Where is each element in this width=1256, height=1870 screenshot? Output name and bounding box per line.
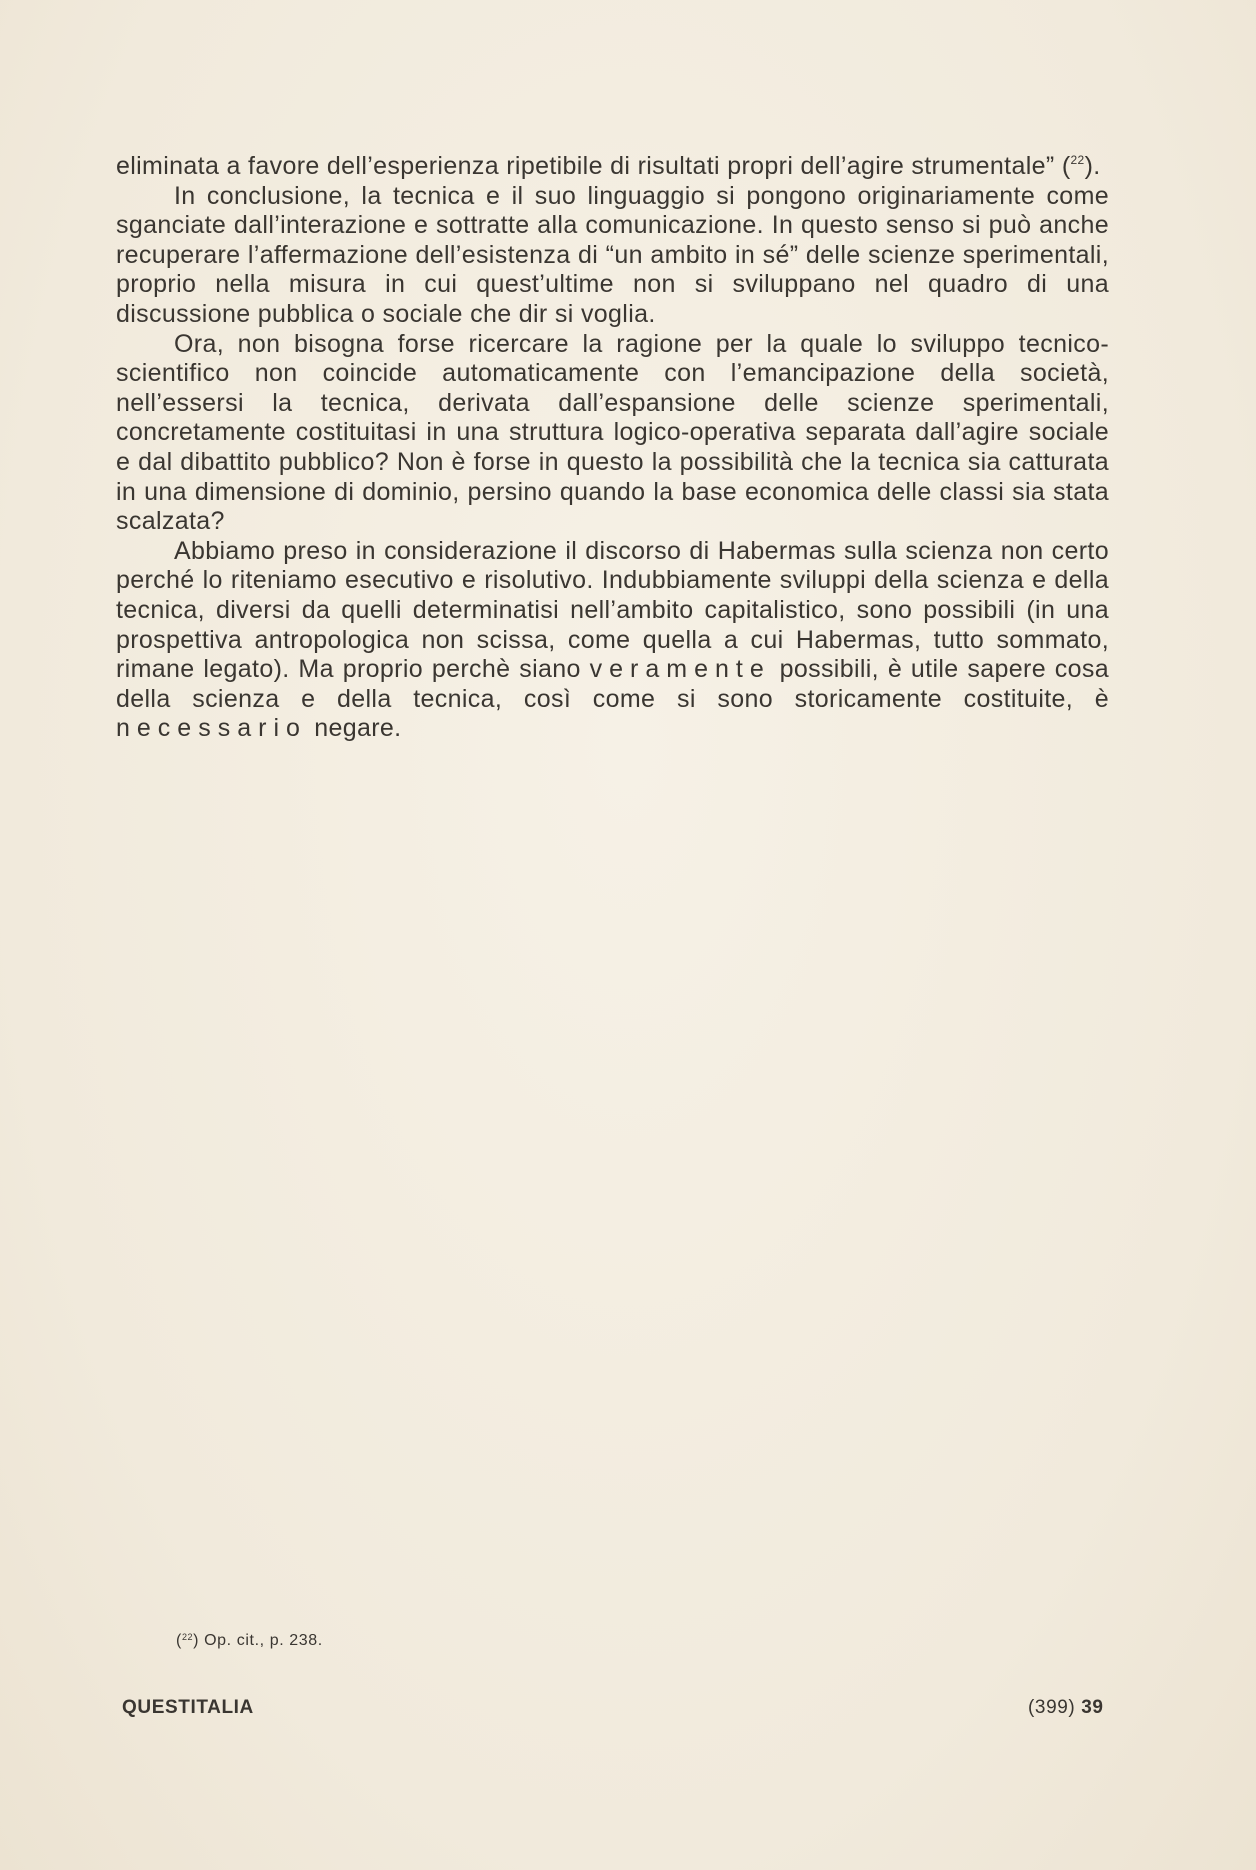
paragraph-3: Ora, non bisogna forse ricercare la ragione per la quale lo sviluppo tecnico-scientifico non coincide automaticamente con l’emancipazione della società, nell’essersi la tecnica, derivata dall’espansione delle scienze sperimentali, concretamente costituitasi in una struttura logico-operativa separata dall’agire sociale e dal dibattito pubblico? Non è forse in questo la possibilità che la tecnica sia catturata in una dimensione di dominio, persino quando la base economica delle classi sia stata scalzata? <box>116 329 1109 536</box>
emphasis-veramente: veramente <box>589 655 771 684</box>
paragraph-2: In conclusione, la tecnica e il suo linguaggio si pongono originariamente come sganciate dall’interazione e sottratte alla comunicazione. In questo senso si può anche recuperare l’affermazione dell’esistenza di “un ambito in sé” delle scienze sperimentali, proprio nella misura in cui quest’ultime non si sviluppano nel quadro di una discussione pubblica o sociale che dir si voglia. <box>116 181 1109 328</box>
footnote-text: Op. cit., p. 238. <box>199 1632 323 1649</box>
page-number: 39 <box>1081 1697 1104 1718</box>
paragraph-1 <box>116 152 1109 182</box>
paragraph-4-text-a: Abbiamo preso in considerazione il discorso di Habermas sulla scienza non certo perché lo riteniamo esecutivo e risolutivo. Indubbiamente sviluppi della scienza e della tecnica, diversi da quelli determinatisi nell’ambito capitalistico, sono possibili (in una prospettiva antropologica non scissa, come quella a cui Habermas, tutto sommato, rimane legato). Ma proprio perchè siano <box>116 536 1109 684</box>
paragraph-1-text: eliminata a favore dell’esperienza ripetibile di risultati propri dell’agire strumentale” ( <box>116 152 1071 180</box>
original-page-number: (399) <box>1028 1697 1076 1718</box>
emphasis-necessario: necessario <box>116 714 307 743</box>
paragraph-1-after: ). <box>1084 152 1101 180</box>
paragraph-4-text-c: negare. <box>306 714 402 743</box>
journal-name: QUESTITALIA <box>122 1697 254 1718</box>
footnote-reference[interactable]: 22 <box>1070 153 1085 167</box>
page-number-block <box>1028 1697 1104 1719</box>
footnote: ($^{22}$) Op. cit., p. 238. <box>176 1632 323 1649</box>
paragraph-4-text-b: possibili, è utile sapere cosa della scienza e della tecnica, così come si sono storicamente costituite, è <box>116 655 1110 713</box>
footnote-marker: 22 <box>181 1632 194 1642</box>
paragraph-4 <box>116 537 1109 744</box>
body-text <box>116 152 1109 744</box>
